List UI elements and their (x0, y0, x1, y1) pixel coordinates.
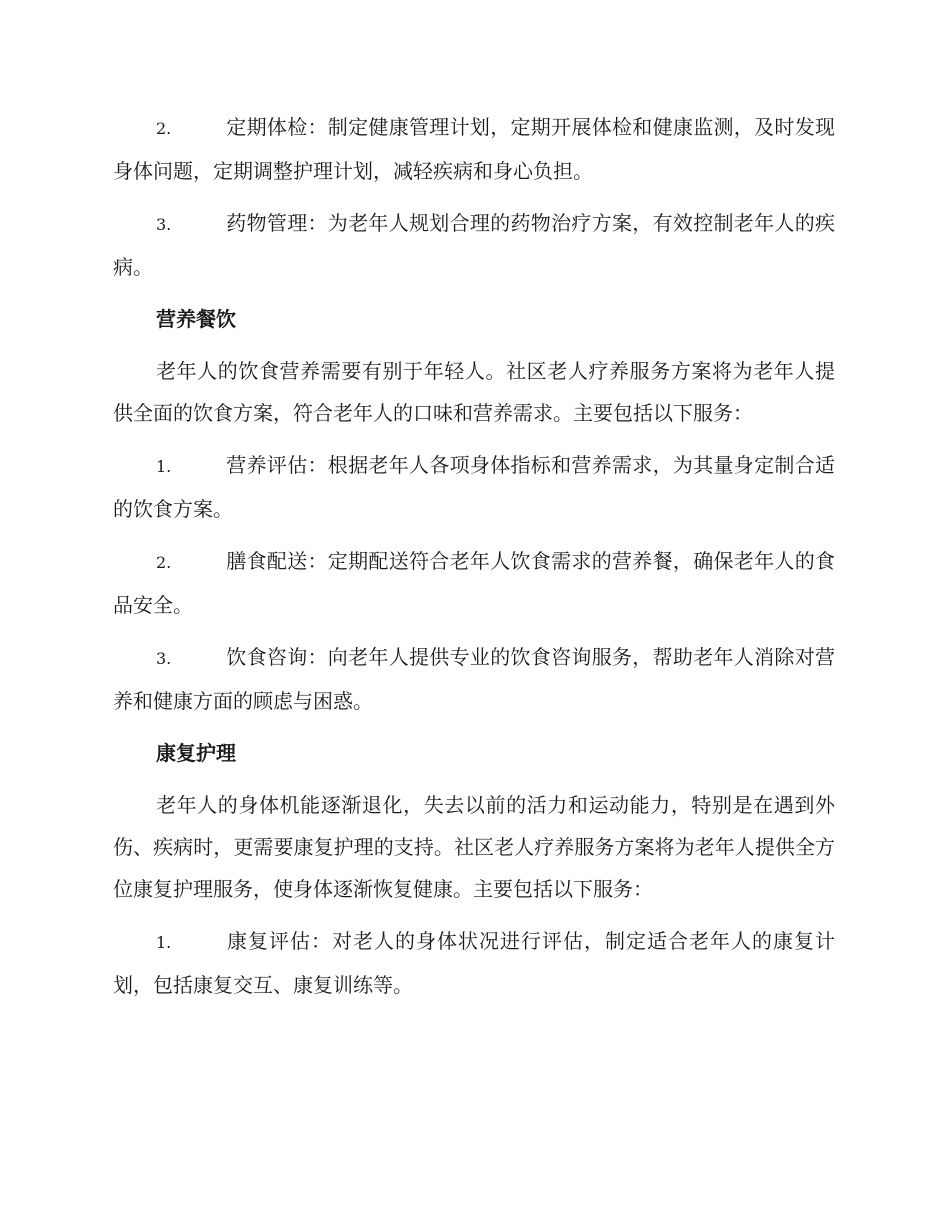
section-heading-nutrition: 营养餐饮 (156, 307, 236, 331)
list-item-text: 康复评估：对老人的身体状况进行评估，制定适合老年人的康复计划，包括康复交互、康复训练等。 (113, 929, 835, 997)
list-item-text: 膳食配送：定期配送符合老年人饮食需求的营养餐，确保老年人的食品安全。 (113, 549, 835, 617)
list-number: 1. (156, 457, 172, 476)
list-number: 3. (156, 649, 172, 668)
list-item-health-2 (113, 106, 835, 192)
list-item-text: 药物管理：为老年人规划合理的药物治疗方案，有效控制老年人的疾病。 (113, 211, 835, 279)
list-item-text: 定期体检：制定健康管理计划，定期开展体检和健康监测，及时发现身体问题，定期调整护理计划，减轻疾病和身心负担。 (113, 115, 835, 183)
list-item-rehab-1 (113, 920, 835, 1006)
list-item-text: 营养评估：根据老年人各项身体指标和营养需求，为其量身定制合适的饮食方案。 (113, 453, 835, 521)
list-number: 2. (156, 119, 172, 138)
section-paragraph-rehab: 老年人的身体机能逐渐退化，失去以前的活力和运动能力，特别是在遇到外伤、疾病时，更需要康复护理的支持。社区老人疗养服务方案将为老年人提供全方位康复护理服务，使身体逐渐恢复健康。主要包括以下服务： (113, 793, 835, 901)
section-heading-rehab: 康复护理 (156, 741, 236, 765)
list-number: 3. (156, 215, 172, 234)
list-item-nutrition-2 (113, 540, 835, 626)
list-number: 1. (156, 933, 172, 952)
list-item-nutrition-3 (113, 636, 835, 722)
list-item-health-3 (113, 202, 835, 288)
document-page (113, 106, 835, 1016)
section-paragraph-nutrition: 老年人的饮食营养需要有别于年轻人。社区老人疗养服务方案将为老年人提供全面的饮食方案，符合老年人的口味和营养需求。主要包括以下服务： (113, 359, 835, 425)
list-item-nutrition-1 (113, 444, 835, 530)
list-number: 2. (156, 553, 172, 572)
list-item-text: 饮食咨询：向老年人提供专业的饮食咨询服务，帮助老年人消除对营养和健康方面的顾虑与困惑。 (113, 645, 835, 713)
